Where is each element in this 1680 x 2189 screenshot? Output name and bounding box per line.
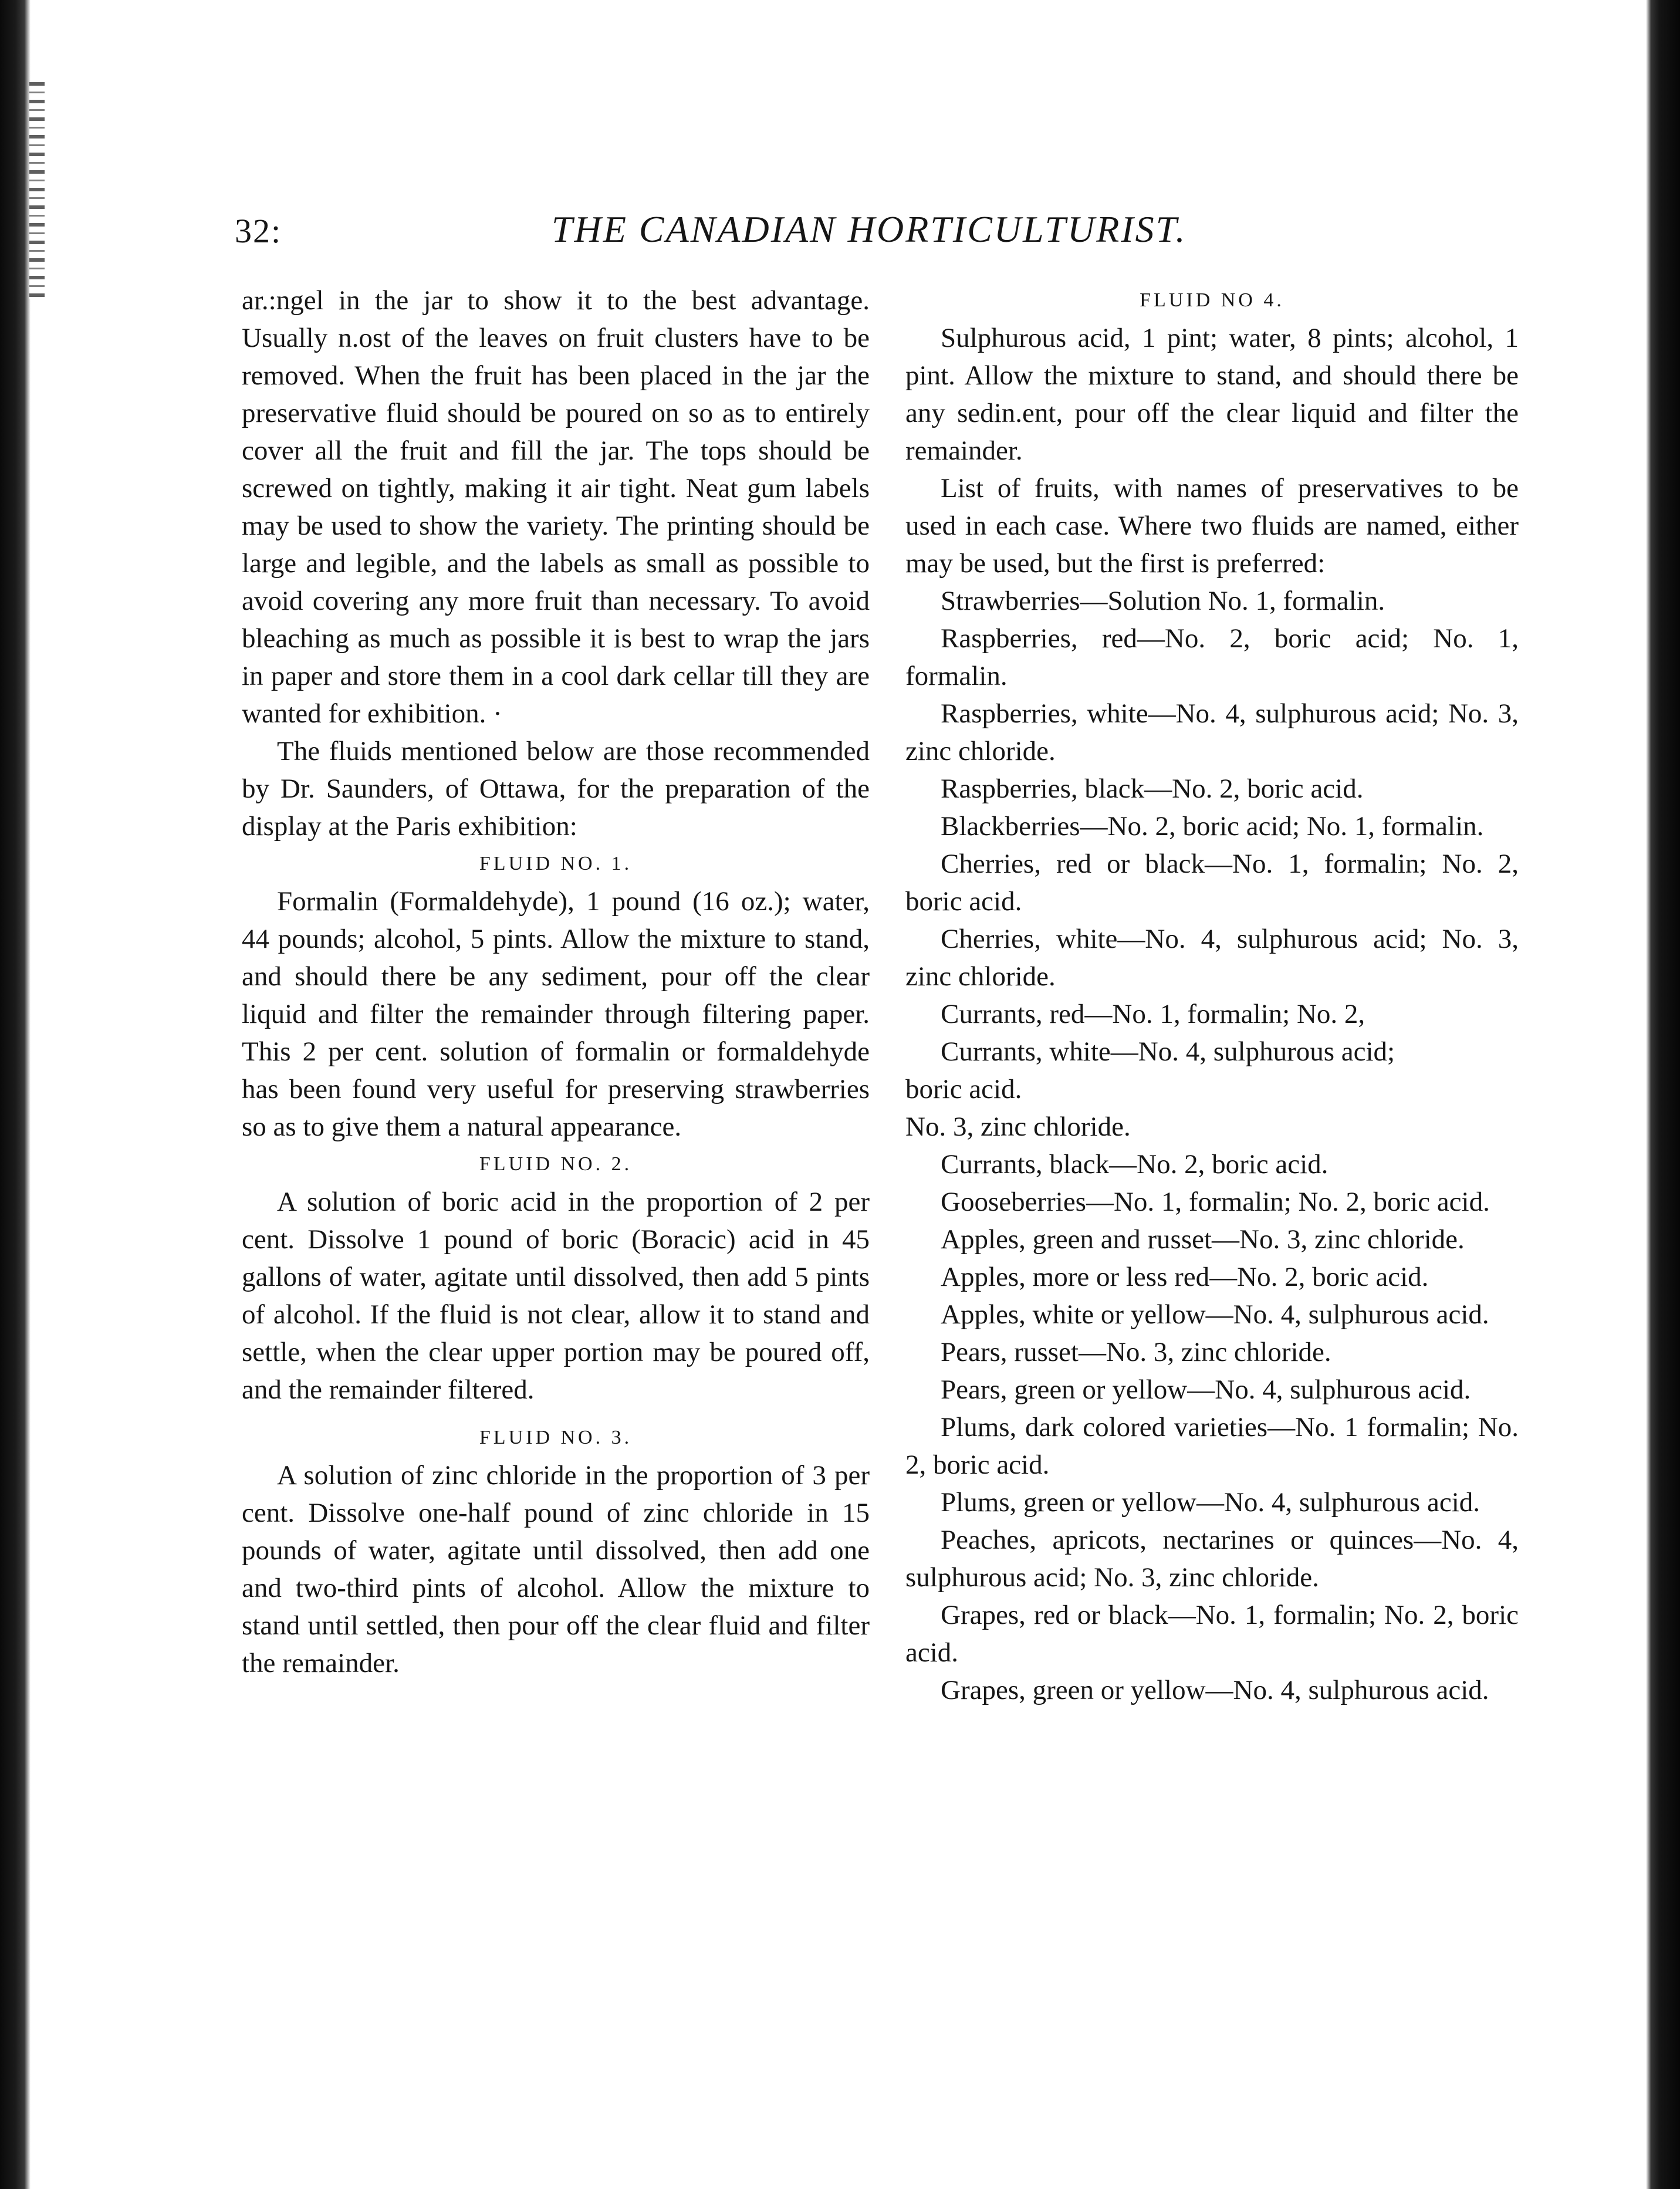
page-header bbox=[235, 208, 1520, 258]
fruit-entry: Grapes, red or black—No. 1, formalin; No. 2, boric acid. bbox=[905, 1600, 1519, 1668]
section-heading: FLUID NO. 1. bbox=[479, 853, 633, 874]
right-column bbox=[905, 282, 1519, 1709]
page-number: 32: bbox=[235, 212, 282, 250]
paragraph: List of fruits, with names of preservatives to be used in each case. Where two fluids are named, either may be used, but the first is preferred: bbox=[905, 473, 1519, 579]
fruit-entry: Currants, white—No. 4, sulphurous acid; bbox=[941, 1036, 1395, 1067]
section-heading: FLUID NO 4. bbox=[1140, 289, 1284, 311]
fruit-entry: Pears, russet—No. 3, zinc chloride. bbox=[941, 1337, 1331, 1367]
paragraph: Sulphurous acid, 1 pint; water, 8 pints; alcohol, 1 pint. Allow the mixture to stand, and should there be any sedin.ent, pour off the clear liquid and filter the remainder. bbox=[905, 323, 1519, 466]
running-title: THE CANADIAN HORTICULTURIST. bbox=[552, 208, 1187, 250]
fruit-entry: Gooseberries—No. 1, formalin; No. 2, boric acid. bbox=[941, 1187, 1490, 1217]
scan-edge-right bbox=[1646, 0, 1680, 2189]
fruit-entry: Apples, more or less red—No. 2, boric acid. bbox=[941, 1262, 1429, 1292]
scan-edge-left bbox=[0, 0, 31, 2189]
fruit-entry: Currants, black—No. 2, boric acid. bbox=[941, 1149, 1329, 1180]
fruit-entry: Plums, dark colored varieties—No. 1 formalin; No. 2, boric acid. bbox=[905, 1412, 1519, 1480]
section-heading: FLUID NO. 2. bbox=[479, 1153, 633, 1175]
left-column bbox=[242, 282, 870, 1682]
fruit-entry: Raspberries, red—No. 2, boric acid; No. 1, formalin. bbox=[905, 623, 1519, 691]
fruit-entry: Apples, green and russet—No. 3, zinc chloride. bbox=[941, 1224, 1465, 1255]
fruit-entry: Raspberries, black—No. 2, boric acid. bbox=[941, 773, 1364, 804]
paragraph: ar.:ngel in the jar to show it to the best advantage. Usually n.ost of the leaves on fruit clusters have to be removed. When the fruit has been placed in the jar the preservative fluid should be poured on so as to entirely cover all the fruit and fill the jar. The tops should be screwed on tightly, making it air tight. Neat gum labels may be used to show the variety. The printing should be large and legible, and the labels as small as possible to avoid covering any more fruit than necessary. To avoid bleaching as much as possible it is best to wrap the jars in paper and store them in a cool dark cellar till they are wanted for exhibition. · bbox=[242, 285, 870, 729]
fruit-entry: Raspberries, white—No. 4, sulphurous acid; No. 3, zinc chloride. bbox=[905, 698, 1519, 766]
fruit-entry: Strawberries—Solution No. 1, formalin. bbox=[941, 586, 1385, 616]
scan-edge-left-marks bbox=[29, 82, 45, 299]
fruit-entry: Cherries, white—No. 4, sulphurous acid; No. 3, zinc chloride. bbox=[905, 924, 1519, 992]
fruit-entry: No. 3, zinc chloride. bbox=[905, 1112, 1131, 1142]
fruit-entry: Apples, white or yellow—No. 4, sulphurous acid. bbox=[941, 1299, 1489, 1330]
fruit-entry: Plums, green or yellow—No. 4, sulphurous acid. bbox=[941, 1487, 1480, 1518]
paragraph: The fluids mentioned below are those recommended by Dr. Saunders, of Ottawa, for the preparation of the display at the Paris exhibition: bbox=[242, 736, 870, 842]
section-heading: FLUID NO. 3. bbox=[479, 1427, 633, 1448]
fruit-entry: Pears, green or yellow—No. 4, sulphurous acid. bbox=[941, 1374, 1471, 1405]
fruit-entry: Peaches, apricots, nectarines or quinces—No. 4, sulphurous acid; No. 3, zinc chloride. bbox=[905, 1525, 1519, 1593]
fruit-entry: Currants, red—No. 1, formalin; No. 2, bbox=[941, 999, 1365, 1029]
fruit-entry: boric acid. bbox=[905, 1074, 1022, 1104]
paragraph: A solution of boric acid in the proportion of 2 per cent. Dissolve 1 pound of boric (Boracic) acid in 45 gallons of water, agitate until dissolved, then add 5 pints of alcohol. If the fluid is not clear, allow it to stand and settle, when the clear upper portion may be poured off, and the remainder filtered. bbox=[242, 1187, 870, 1405]
paragraph: Formalin (Formaldehyde), 1 pound (16 oz.); water, 44 pounds; alcohol, 5 pints. Allow the mixture to stand, and should there be any sediment, pour off the clear liquid and filter the remainder through filtering paper. This 2 per cent. solution of formalin or formaldehyde has been found very useful for preserving strawberries so as to give them a natural appearance. bbox=[242, 886, 870, 1142]
fruit-entry: Blackberries—No. 2, boric acid; No. 1, formalin. bbox=[941, 811, 1484, 842]
fruit-entry: Cherries, red or black—No. 1, formalin; No. 2, boric acid. bbox=[905, 849, 1519, 917]
paragraph: A solution of zinc chloride in the proportion of 3 per cent. Dissolve one-half pound of zinc chloride in 15 pounds of water, agitate until dissolved, then add one and two-third pints of alcohol. Allow the mixture to stand until settled, then pour off the clear fluid and filter the remainder. bbox=[242, 1460, 870, 1678]
fruit-entry: Grapes, green or yellow—No. 4, sulphurous acid. bbox=[941, 1675, 1489, 1705]
